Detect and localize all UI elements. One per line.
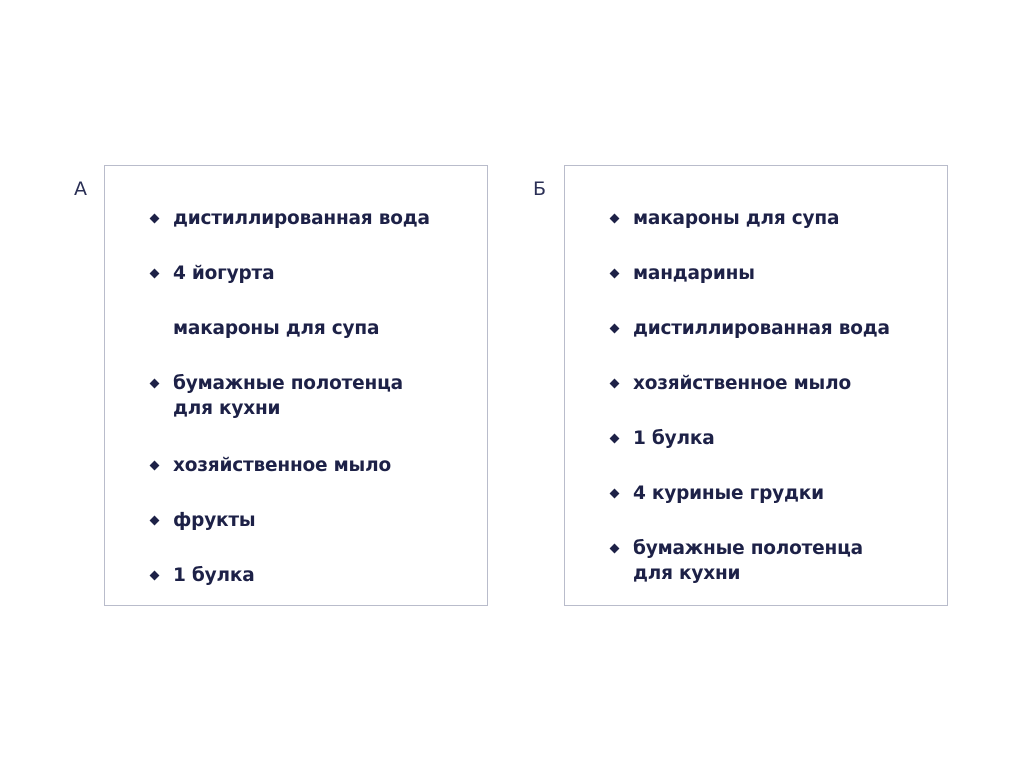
bullet-diamond-icon [150,571,160,581]
list-item-text: макароны для супа [633,208,840,229]
list-item-text: бумажные полотенца для кухни [633,538,863,584]
bullet-diamond-icon [150,214,160,224]
bullet-diamond-icon [610,324,620,334]
bullet-diamond-icon [150,461,160,471]
bullet-diamond-icon [610,269,620,279]
list-item-text: хозяйственное мыло [173,455,391,476]
list-a-label: А [74,178,87,200]
bullet-diamond-icon [610,544,620,554]
shopping-list-b [564,165,948,606]
list-b-label: Б [533,178,547,200]
list-item-text: хозяйственное мыло [633,373,851,394]
list-item-text: 1 булка [173,565,255,586]
shopping-list-a [104,165,488,606]
list-item-text: фрукты [173,510,256,531]
bullet-diamond-icon [610,434,620,444]
bullet-diamond-icon [150,269,160,279]
bullet-diamond-icon [610,379,620,389]
list-item-text: 1 булка [633,428,715,449]
list-item-text: макароны для супа [173,318,380,339]
list-item-text: мандарины [633,263,755,284]
bullet-diamond-icon [150,379,160,389]
bullet-diamond-icon [150,516,160,526]
list-item-text: 4 йогурта [173,263,275,284]
list-item-text: 4 куриные грудки [633,483,824,504]
list-item-text: дистиллированная вода [633,318,890,339]
bullet-diamond-icon [610,214,620,224]
list-item-text: дистиллированная вода [173,208,430,229]
list-item-text: бумажные полотенца для кухни [173,373,403,419]
bullet-diamond-icon [610,489,620,499]
